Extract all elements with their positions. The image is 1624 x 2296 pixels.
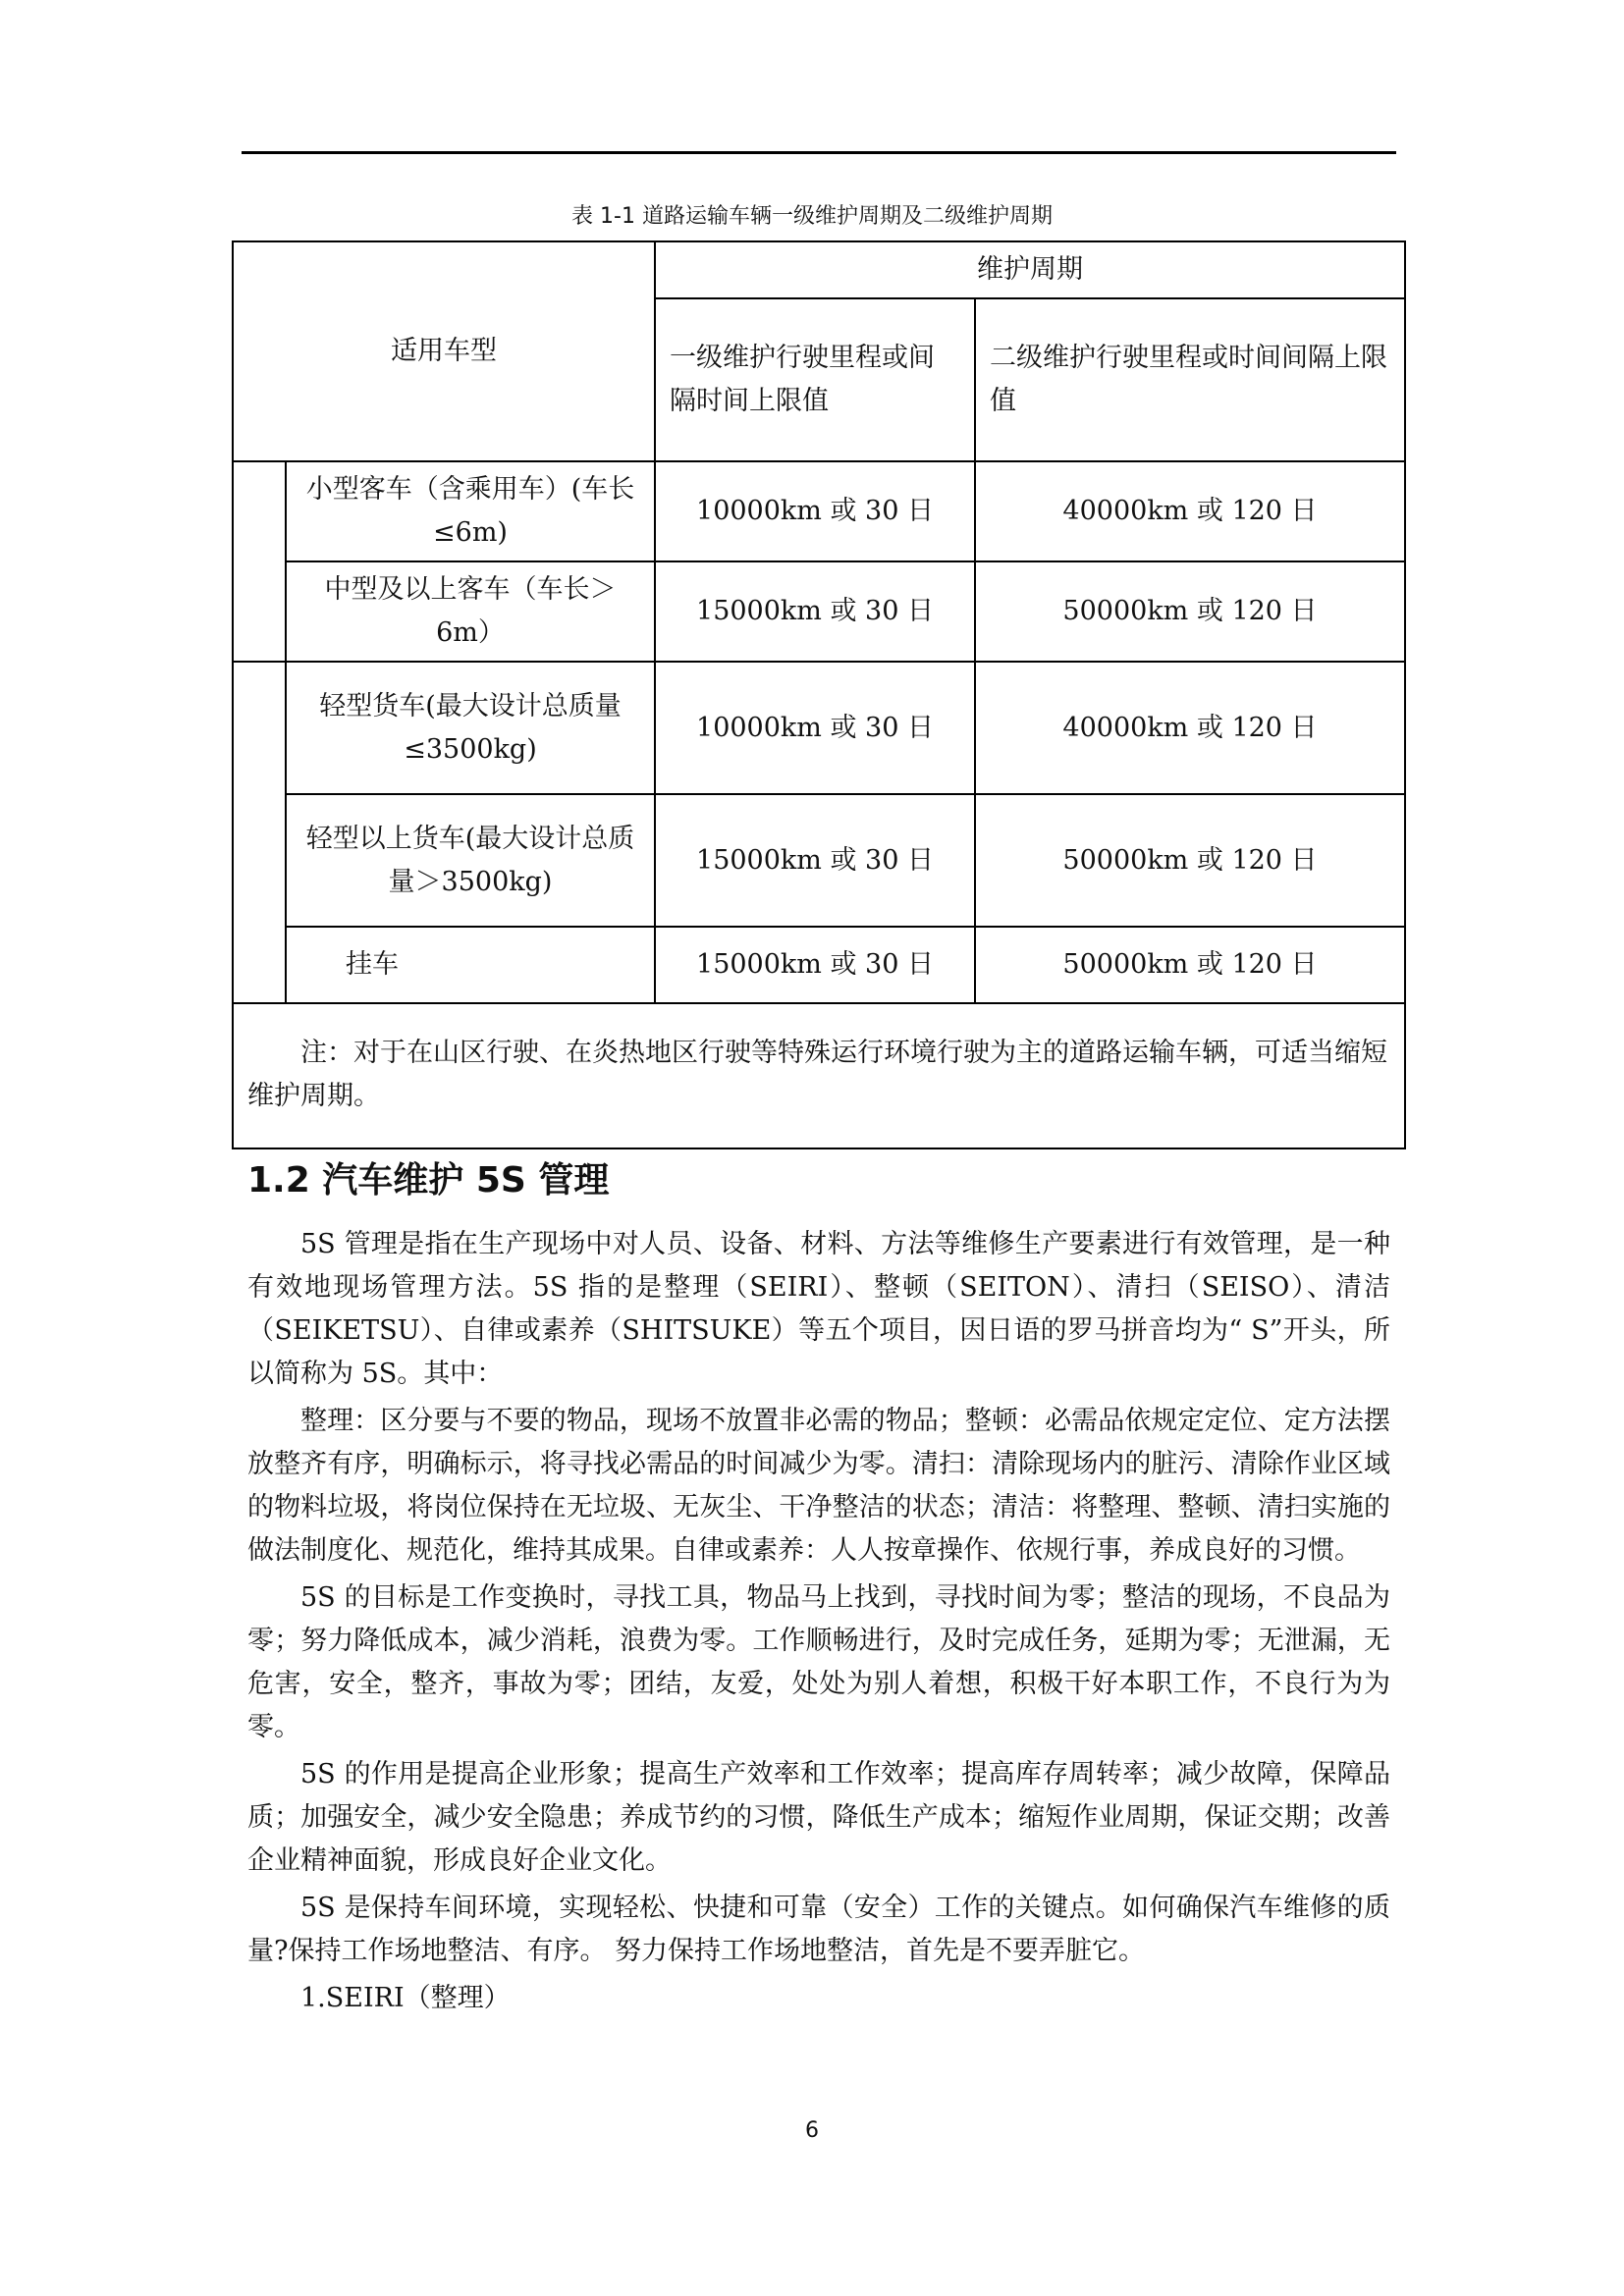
table-row — [233, 927, 1405, 1003]
level1-value: 15000km 或 30 日 — [655, 927, 975, 1003]
level2-value: 40000km 或 120 日 — [975, 461, 1405, 561]
paragraph: 5S 管理是指在生产现场中对人员、设备、材料、方法等维修生产要素进行有效管理，是一种有效地现场管理方法。5S 指的是整理（SEIRI）、整顿（SEITON）、清扫（SEISO）、清洁（SEIKETSU）、自律或素养（SHITSUKE）等五个项目，因日语的罗马拼音均为“ S”开头，所以简称为 5S。其中： — [247, 1229, 1390, 1389]
header-vehicle: 适用车型 — [233, 241, 655, 461]
maintenance-period-table — [232, 240, 1406, 1149]
paragraph: 5S 是保持车间环境，实现轻松、快捷和可靠（安全）工作的关键点。如何确保汽车维修的质量?保持工作场地整洁、有序。 努力保持工作场地整洁，首先是不要弄脏它。 — [247, 1893, 1390, 1966]
vehicle-type: 轻型货车(最大设计总质量≤3500kg) — [286, 662, 655, 794]
level2-value: 50000km 或 120 日 — [975, 927, 1405, 1003]
level2-value: 40000km 或 120 日 — [975, 662, 1405, 794]
header-rule — [242, 151, 1396, 154]
vehicle-type: 挂车 — [286, 927, 655, 1003]
group-cell-cargo — [233, 662, 286, 1003]
table-note-row — [233, 1003, 1405, 1148]
paragraph: 整理：区分要与不要的物品，现场不放置非必需的物品；整顿：必需品依规定定位、定方法摆放整齐有序，明确标示，将寻找必需品的时间减少为零。清扫：清除现场内的脏污、清除作业区域的物料垃圾，将岗位保持在无垃圾、无灰尘、干净整洁的状态；清洁：将整理、整顿、清扫实施的做法制度化、规范化，维持其成果。自律或素养：人人按章操作、依规行事，养成良好的习惯。 — [247, 1406, 1390, 1566]
page-number: 6 — [805, 2118, 819, 2143]
table-note: 注：对于在山区行驶、在炎热地区行驶等特殊运行环境行驶为主的道路运输车辆，可适当缩短维护周期。 — [233, 1003, 1405, 1148]
paragraph: 5S 的目标是工作变换时，寻找工具，物品马上找到，寻找时间为零；整洁的现场，不良品为零；努力降低成本，减少消耗，浪费为零。工作顺畅进行，及时完成任务，延期为零；无泄漏，无危害，安全，整齐，事故为零；团结，友爱，处处为别人着想，积极干好本职工作，不良行为为零。 — [247, 1582, 1390, 1742]
section-body — [247, 1223, 1390, 2024]
level1-value: 15000km 或 30 日 — [655, 794, 975, 927]
level1-value: 10000km 或 30 日 — [655, 461, 975, 561]
table-row — [233, 662, 1405, 794]
table-row — [233, 461, 1405, 561]
level2-value: 50000km 或 120 日 — [975, 794, 1405, 927]
table-caption: 表 1-1 道路运输车辆一级维护周期及二级维护周期 — [571, 204, 1053, 229]
paragraph: 1.SEIRI（整理） — [300, 1983, 511, 2013]
table-row — [233, 794, 1405, 927]
header-level1: 一级维护行驶里程或间隔时间上限值 — [655, 298, 975, 461]
level1-value: 15000km 或 30 日 — [655, 561, 975, 662]
header-period: 维护周期 — [655, 241, 1405, 298]
vehicle-type: 中型及以上客车（车长＞6m） — [286, 561, 655, 662]
table-header-row — [233, 241, 1405, 298]
level2-value: 50000km 或 120 日 — [975, 561, 1405, 662]
group-cell-passenger — [233, 461, 286, 662]
section-heading: 1.2 汽车维护 5S 管理 — [247, 1160, 610, 1201]
table-row — [233, 561, 1405, 662]
paragraph: 5S 的作用是提高企业形象；提高生产效率和工作效率；提高库存周转率；减少故障，保障品质；加强安全，减少安全隐患；养成节约的习惯，降低生产成本；缩短作业周期，保证交期；改善企业精神面貌，形成良好企业文化。 — [247, 1759, 1390, 1876]
vehicle-type: 轻型以上货车(最大设计总质量＞3500kg) — [286, 794, 655, 927]
header-level2: 二级维护行驶里程或时间间隔上限值 — [975, 298, 1405, 461]
vehicle-type: 小型客车（含乘用车）(车长≤6m) — [286, 461, 655, 561]
level1-value: 10000km 或 30 日 — [655, 662, 975, 794]
